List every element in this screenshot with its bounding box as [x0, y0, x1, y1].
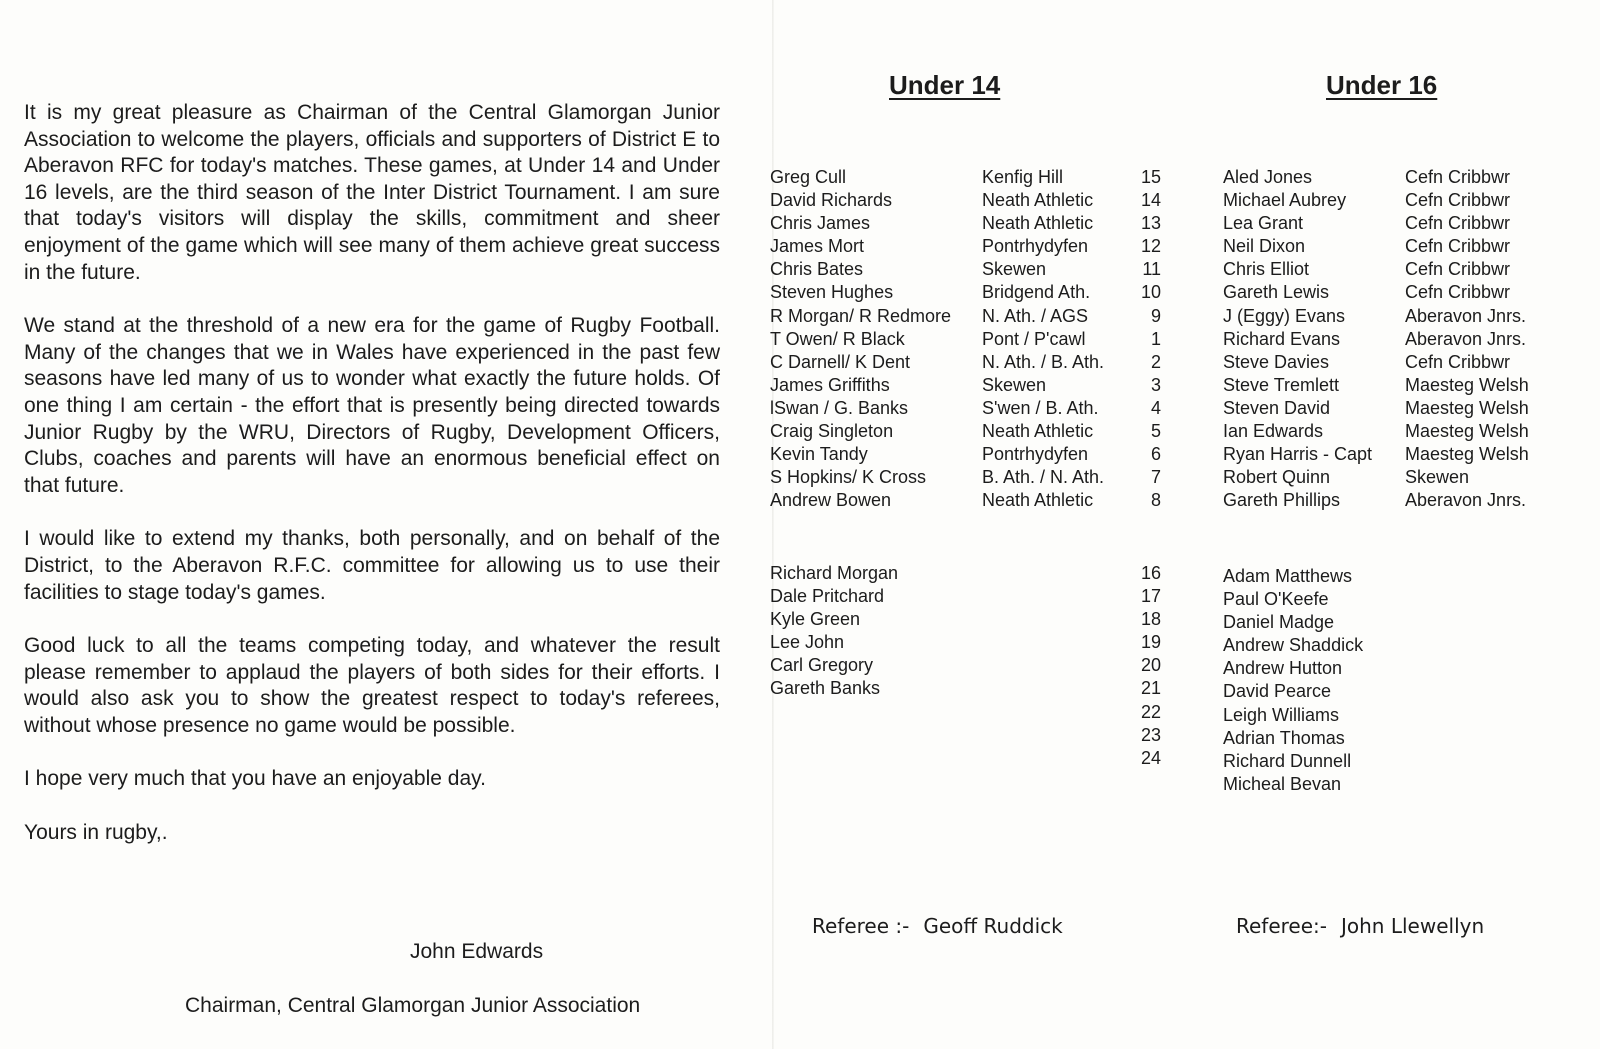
- player-name: Ian Edwards: [1223, 421, 1324, 442]
- letter-paragraph: We stand at the threshold of a new era for the game of Rugby Football. Many of the changes that we in Wales have experienced in the past few seasons have led many of us to wonder what exactly the future holds. Of one thing I am certain - the effort that is presently being directed towards Junior Rugby by the WRU, Directors of Rugby, Development Officers, Clubs, coaches and parents will have an enormous beneficial effect on that future.: [24, 314, 720, 497]
- player-name: Aled Jones: [1223, 167, 1313, 187]
- player-club: Cefn Cribbwr: [1405, 167, 1511, 187]
- player-name: Gareth Lewis: [1223, 282, 1330, 303]
- sub-name: Lee John: [770, 632, 845, 653]
- letter-paragraph: I hope very much that you have an enjoyable day.: [24, 767, 486, 791]
- sub-number: 23: [1140, 724, 1161, 745]
- player-club: N. Ath. / B. Ath.: [982, 351, 1105, 372]
- player-club: Aberavon Jnrs.: [1405, 490, 1527, 511]
- player-club: Maesteg Welsh: [1405, 444, 1529, 465]
- referee-name: John Llewellyn: [1341, 914, 1485, 938]
- under16-player-names: [1223, 166, 1372, 512]
- sub-name: Paul O'Keefe: [1223, 589, 1329, 610]
- under14-sub-numbers: [1121, 562, 1161, 770]
- sub-name: Leigh Williams: [1223, 704, 1340, 725]
- player-name: lSwan / G. Banks: [770, 397, 909, 418]
- under16-sub-names: [1223, 565, 1363, 796]
- player-name: C Darnell/ K Dent: [770, 351, 911, 372]
- player-number: 5: [1150, 421, 1161, 442]
- player-name: Steven David: [1223, 397, 1331, 418]
- signature-name: John Edwards: [410, 940, 544, 963]
- player-name: Andrew Bowen: [770, 490, 892, 511]
- player-name: Steve Davies: [1223, 351, 1330, 372]
- player-club: Aberavon Jnrs.: [1405, 305, 1527, 326]
- sub-number: 18: [1140, 609, 1161, 630]
- player-name: R Morgan/ R Redmore: [770, 305, 952, 326]
- player-club: Skewen: [982, 259, 1047, 280]
- player-name: Greg Cull: [770, 167, 847, 187]
- player-name: J (Eggy) Evans: [1223, 305, 1346, 326]
- player-club: Cefn Cribbwr: [1405, 259, 1511, 280]
- sub-name: Kyle Green: [770, 609, 861, 630]
- sub-number: 21: [1140, 678, 1161, 699]
- player-name: Chris Bates: [770, 259, 864, 280]
- player-club: Pontrhydyfen: [982, 444, 1089, 465]
- player-name: Chris Elliot: [1223, 259, 1310, 280]
- player-club: Cefn Cribbwr: [1405, 213, 1511, 234]
- player-club: Cefn Cribbwr: [1405, 282, 1511, 303]
- player-name: Richard Evans: [1223, 328, 1341, 349]
- letter-paragraph: Good luck to all the teams competing today, and whatever the result please remember to applaud the players of both sides for their efforts. I would also ask you to show the greatest respect to today's referees, without whose presence no game would be possible.: [24, 634, 720, 737]
- sub-name: Micheal Bevan: [1223, 773, 1342, 794]
- player-number: 12: [1140, 236, 1161, 257]
- player-name: Gareth Phillips: [1223, 490, 1341, 511]
- player-name: Kevin Tandy: [770, 444, 868, 465]
- player-number: 15: [1140, 167, 1161, 187]
- under14-player-names: [770, 166, 951, 512]
- sub-name: Carl Gregory: [770, 655, 874, 676]
- under14-referee: [812, 914, 1063, 938]
- referee-label: Referee:-: [1236, 914, 1327, 938]
- player-club: Neath Athletic: [982, 490, 1094, 511]
- player-club: Neath Athletic: [982, 213, 1094, 234]
- player-name: Steve Tremlett: [1223, 374, 1340, 395]
- player-club: Aberavon Jnrs.: [1405, 328, 1527, 349]
- player-number: 11: [1142, 259, 1161, 280]
- referee-name: Geoff Ruddick: [923, 914, 1063, 938]
- player-club: S'wen / B. Ath.: [982, 397, 1099, 418]
- player-name: James Griffiths: [770, 374, 890, 395]
- player-club: Pont / P'cawl: [982, 328, 1086, 349]
- sub-name: Gareth Banks: [770, 678, 881, 699]
- sub-name: David Pearce: [1223, 681, 1332, 702]
- player-club: Maesteg Welsh: [1405, 374, 1529, 395]
- signature-title: Chairman, Central Glamorgan Junior Association: [185, 994, 641, 1017]
- sub-number: 22: [1140, 701, 1161, 722]
- sub-number: 17: [1140, 586, 1161, 607]
- player-name: S Hopkins/ K Cross: [770, 467, 927, 488]
- player-number: 13: [1140, 213, 1161, 234]
- sub-number: 20: [1140, 655, 1161, 676]
- letter-paragraph: It is my great pleasure as Chairman of the Central Glamorgan Junior Association to welcome the players, officials and supporters of District E to Aberavon RFC for today's matches. These games, at Under 14 and Under 16 levels, are the third season of the Inter District Tournament. I am sure that today's visitors will display the skills, commitment and sheer enjoyment of the game which will see many of them achieve great success in the future.: [24, 101, 720, 284]
- player-name: Steven Hughes: [770, 282, 894, 303]
- player-club: Kenfig Hill: [982, 167, 1064, 187]
- player-club: Bridgend Ath.: [982, 282, 1091, 303]
- sub-name: Richard Dunnell: [1223, 750, 1352, 771]
- sub-name: Daniel Madge: [1223, 612, 1335, 633]
- player-number: 6: [1150, 444, 1161, 465]
- sub-number: 24: [1140, 747, 1161, 768]
- sub-number: 19: [1140, 632, 1161, 653]
- player-name: T Owen/ R Black: [770, 328, 905, 349]
- page-fold: [772, 0, 774, 1049]
- player-number: 9: [1150, 305, 1161, 326]
- player-number: 1: [1150, 328, 1161, 349]
- player-name: Ryan Harris - Capt: [1223, 444, 1373, 465]
- sub-name: Andrew Shaddick: [1223, 635, 1364, 656]
- player-name: Lea Grant: [1223, 213, 1304, 234]
- player-number: 10: [1140, 282, 1161, 303]
- under14-player-numbers: [1121, 166, 1161, 512]
- player-name: Chris James: [770, 213, 871, 234]
- sub-name: Dale Pritchard: [770, 586, 885, 607]
- player-club: B. Ath. / N. Ath.: [982, 467, 1105, 488]
- player-club: Neath Athletic: [982, 421, 1094, 442]
- player-club: Cefn Cribbwr: [1405, 190, 1511, 211]
- sub-name: [770, 747, 898, 770]
- player-name: Neil Dixon: [1223, 236, 1306, 257]
- letter-paragraph: I would like to extend my thanks, both personally, and on behalf of the District, to the Aberavon R.F.C. committee for allowing us to use their facilities to stage today's games.: [24, 527, 720, 604]
- under14-player-clubs: [982, 166, 1104, 512]
- player-name: Michael Aubrey: [1223, 190, 1347, 211]
- player-name: James Mort: [770, 236, 865, 257]
- sub-number: 16: [1140, 563, 1161, 583]
- under16-referee: [1236, 914, 1484, 938]
- sub-name: [770, 724, 898, 747]
- player-number: 3: [1150, 374, 1161, 395]
- player-club: N. Ath. / AGS: [982, 305, 1089, 326]
- player-club: Pontrhydyfen: [982, 236, 1089, 257]
- player-club: Neath Athletic: [982, 190, 1094, 211]
- under16-heading: Under 16: [1326, 70, 1438, 100]
- chairman-letter: [24, 100, 720, 874]
- player-number: 7: [1150, 467, 1161, 488]
- under14-heading: Under 14: [889, 70, 1001, 100]
- player-name: David Richards: [770, 190, 893, 211]
- letter-closing: Yours in rugby,.: [24, 821, 168, 845]
- player-club: Cefn Cribbwr: [1405, 236, 1511, 257]
- player-name: Craig Singleton: [770, 421, 894, 442]
- player-club: Skewen: [982, 374, 1047, 395]
- under14-sub-names: [770, 562, 898, 770]
- player-name: Robert Quinn: [1223, 467, 1331, 488]
- under16-player-clubs: [1405, 166, 1529, 512]
- player-club: Cefn Cribbwr: [1405, 351, 1511, 372]
- referee-label: Referee :-: [812, 914, 910, 938]
- player-club: Maesteg Welsh: [1405, 397, 1529, 418]
- player-number: 4: [1150, 397, 1161, 418]
- player-club: Maesteg Welsh: [1405, 421, 1529, 442]
- player-number: 8: [1150, 490, 1161, 511]
- sub-name: Andrew Hutton: [1223, 658, 1343, 679]
- sub-name: Richard Morgan: [770, 563, 899, 583]
- sub-name: Adrian Thomas: [1223, 727, 1345, 748]
- player-club: Skewen: [1405, 467, 1470, 488]
- sub-name: [770, 701, 898, 724]
- player-number: 2: [1150, 351, 1161, 372]
- sub-name: Adam Matthews: [1223, 566, 1353, 586]
- player-number: 14: [1140, 190, 1161, 211]
